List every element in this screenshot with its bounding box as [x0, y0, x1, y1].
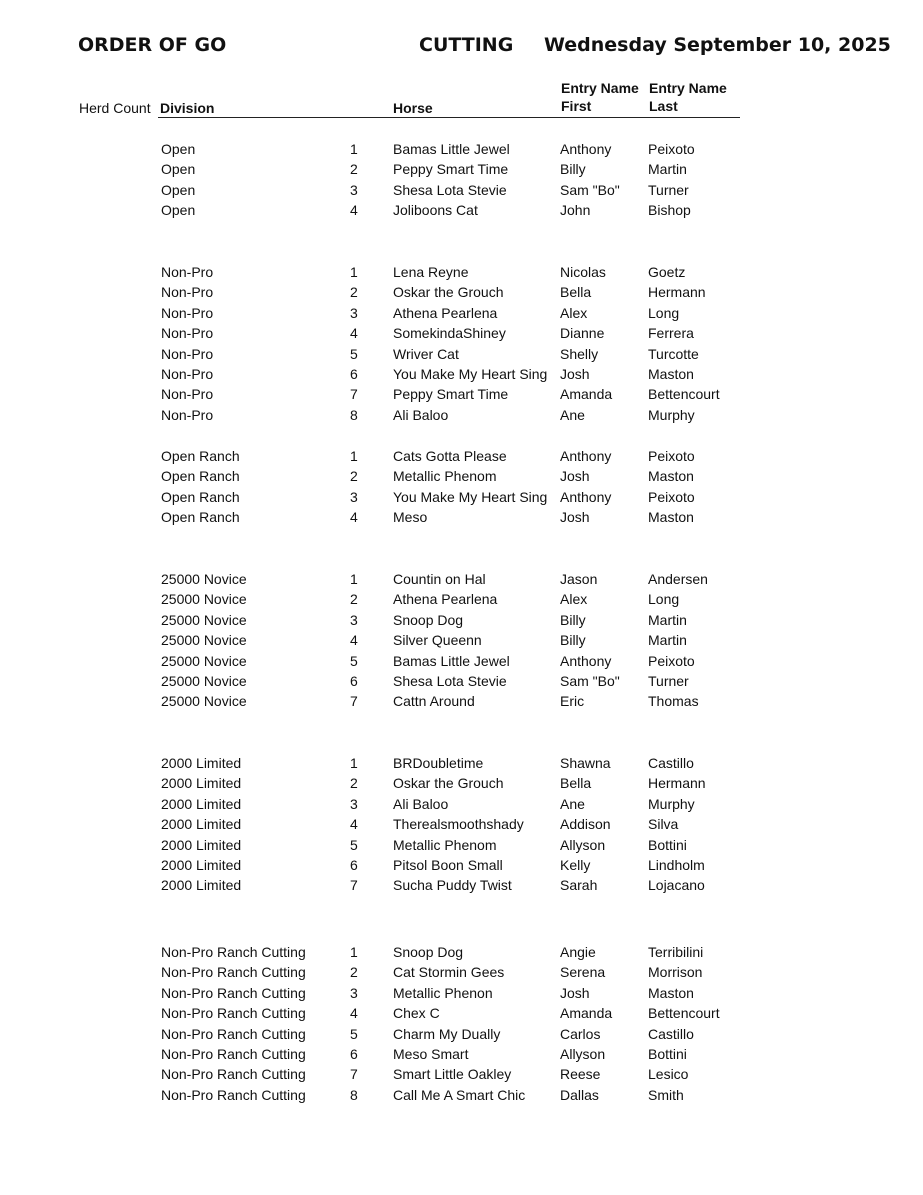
division-cell: Open [161, 181, 196, 198]
horse-name-cell: Countin on Hal [393, 571, 486, 587]
entry-last-name-cell: Hermann [648, 284, 706, 301]
entry-last-name-cell: Turner [648, 673, 689, 689]
division-cell: Open Ranch [161, 448, 240, 464]
entry-first-name-cell: Bella [560, 775, 592, 792]
horse-name-cell: Oskar the Grouch [393, 284, 504, 301]
header-horse: Horse [393, 100, 433, 116]
entry-first-name-cell: Alex [560, 304, 588, 321]
header-herd-count: Herd Count [79, 100, 151, 116]
horse-name-cell: Ali Baloo [393, 795, 449, 812]
horse-name-cell: Meso Smart [393, 1046, 469, 1062]
entry-last-name-cell: Peixoto [648, 652, 695, 669]
draw-number-cell: 3 [350, 181, 358, 198]
entry-last-name-cell: Martin [648, 632, 687, 649]
division-cell: 2000 Limited [161, 857, 242, 873]
draw-number-cell: 3 [350, 795, 358, 812]
table-row [0, 386, 923, 404]
table-row [0, 305, 923, 323]
entry-last-name-cell: Silva [648, 816, 679, 833]
division-cell: Open [161, 161, 196, 178]
draw-number-cell: 1 [350, 944, 358, 960]
entry-first-name-cell: Sarah [560, 877, 598, 894]
entry-last-name-cell: Lindholm [648, 857, 705, 873]
division-cell: Non-Pro Ranch Cutting [161, 1066, 306, 1083]
division-cell: 25000 Novice [161, 571, 247, 587]
table-row [0, 1066, 923, 1084]
table-row [0, 653, 923, 671]
entry-first-name-cell: Shelly [560, 345, 599, 362]
draw-number-cell: 2 [350, 161, 358, 178]
draw-number-cell: 5 [350, 1025, 358, 1042]
table-row [0, 1026, 923, 1044]
entry-first-name-cell: Billy [560, 611, 586, 628]
entry-last-name-cell: Morrison [648, 964, 703, 981]
entry-last-name-cell: Castillo [648, 1025, 694, 1042]
draw-number-cell: 5 [350, 836, 358, 853]
division-cell: Non-Pro Ranch Cutting [161, 984, 306, 1001]
table-row [0, 857, 923, 875]
draw-number-cell: 4 [350, 325, 358, 342]
draw-number-cell: 2 [350, 468, 358, 485]
draw-number-cell: 7 [350, 386, 358, 403]
entry-first-name-cell: Allyson [560, 836, 606, 853]
horse-name-cell: Peppy Smart Time [393, 386, 509, 403]
division-cell: 2000 Limited [161, 795, 242, 812]
document-title-event: CUTTING [419, 34, 514, 56]
entry-last-name-cell: Peixoto [648, 141, 695, 157]
entry-last-name-cell: Martin [648, 611, 687, 628]
horse-name-cell: Chex C [393, 1005, 440, 1022]
horse-name-cell: Oskar the Grouch [393, 775, 504, 792]
draw-number-cell: 3 [350, 488, 358, 505]
horse-name-cell: Joliboons Cat [393, 202, 478, 219]
entry-last-name-cell: Turcotte [648, 345, 699, 362]
table-row [0, 366, 923, 384]
table-row [0, 964, 923, 982]
entry-first-name-cell: Kelly [560, 857, 591, 873]
horse-name-cell: Silver Queenn [393, 632, 482, 649]
entry-first-name-cell: Nicolas [560, 264, 606, 280]
division-cell: Non-Pro Ranch Cutting [161, 1005, 306, 1022]
entry-first-name-cell: Ane [560, 406, 585, 423]
entry-last-name-cell: Smith [648, 1086, 684, 1103]
division-cell: Open Ranch [161, 509, 240, 526]
division-cell: Non-Pro Ranch Cutting [161, 944, 306, 960]
draw-number-cell: 5 [350, 345, 358, 362]
entry-first-name-cell: Serena [560, 964, 606, 981]
entry-first-name-cell: Josh [560, 468, 590, 485]
draw-number-cell: 4 [350, 816, 358, 833]
table-row [0, 325, 923, 343]
horse-name-cell: BRDoubletime [393, 755, 484, 771]
table-row [0, 693, 923, 711]
header-division: Division [160, 100, 215, 116]
entry-first-name-cell: Addison [560, 816, 611, 833]
draw-number-cell: 2 [350, 591, 358, 608]
draw-number-cell: 4 [350, 1005, 358, 1022]
draw-number-cell: 4 [350, 509, 358, 526]
document-title-date: Wednesday September 10, 2025 [544, 34, 891, 56]
entry-first-name-cell: Josh [560, 509, 590, 526]
horse-name-cell: Lena Reyne [393, 264, 469, 280]
entry-last-name-cell: Bottini [648, 1046, 687, 1062]
table-row [0, 407, 923, 425]
entry-last-name-cell: Lojacano [648, 877, 705, 894]
entry-first-name-cell: Anthony [560, 652, 612, 669]
table-row [0, 775, 923, 793]
entry-last-name-cell: Bettencourt [648, 1005, 720, 1022]
division-cell: 25000 Novice [161, 673, 247, 689]
division-cell: 25000 Novice [161, 652, 247, 669]
entry-first-name-cell: Eric [560, 693, 585, 710]
entry-first-name-cell: Anthony [560, 488, 612, 505]
entry-last-name-cell: Maston [648, 366, 694, 382]
horse-name-cell: Athena Pearlena [393, 304, 498, 321]
division-cell: Non-Pro [161, 386, 214, 403]
division-cell: Non-Pro [161, 325, 214, 342]
table-row [0, 985, 923, 1003]
entry-last-name-cell: Ferrera [648, 325, 694, 342]
division-cell: 25000 Novice [161, 693, 247, 710]
division-cell: 25000 Novice [161, 611, 247, 628]
draw-number-cell: 1 [350, 448, 358, 464]
draw-number-cell: 7 [350, 1066, 358, 1083]
division-cell: 2000 Limited [161, 877, 242, 894]
table-row [0, 161, 923, 179]
entry-last-name-cell: Maston [648, 509, 694, 526]
entry-first-name-cell: Billy [560, 632, 586, 649]
table-row [0, 264, 923, 282]
entry-first-name-cell: Jason [560, 571, 598, 587]
table-row [0, 796, 923, 814]
horse-name-cell: SomekindaShiney [393, 325, 506, 342]
division-cell: Non-Pro Ranch Cutting [161, 1046, 306, 1062]
table-row [0, 837, 923, 855]
horse-name-cell: Peppy Smart Time [393, 161, 509, 178]
entry-first-name-cell: Josh [560, 366, 590, 382]
division-cell: Non-Pro [161, 304, 214, 321]
horse-name-cell: You Make My Heart Sing [393, 366, 548, 382]
draw-number-cell: 1 [350, 264, 358, 280]
draw-number-cell: 2 [350, 964, 358, 981]
entry-first-name-cell: Shawna [560, 755, 611, 771]
entry-first-name-cell: Amanda [560, 1005, 613, 1022]
horse-name-cell: Metallic Phenom [393, 468, 497, 485]
entry-last-name-cell: Long [648, 591, 680, 608]
division-cell: Non-Pro [161, 264, 214, 280]
table-row [0, 468, 923, 486]
entry-first-name-cell: Josh [560, 984, 590, 1001]
draw-number-cell: 5 [350, 652, 358, 669]
entry-first-name-cell: Billy [560, 161, 586, 178]
division-cell: 2000 Limited [161, 775, 242, 792]
horse-name-cell: Charm My Dually [393, 1025, 501, 1042]
table-row [0, 489, 923, 507]
division-cell: Open [161, 141, 196, 157]
horse-name-cell: Wriver Cat [393, 345, 459, 362]
entry-last-name-cell: Bottini [648, 836, 687, 853]
horse-name-cell: Shesa Lota Stevie [393, 181, 507, 198]
entry-first-name-cell: Anthony [560, 448, 612, 464]
entry-last-name-cell: Castillo [648, 755, 694, 771]
horse-name-cell: Meso [393, 509, 428, 526]
table-row [0, 673, 923, 691]
entry-last-name-cell: Murphy [648, 406, 695, 423]
draw-number-cell: 6 [350, 857, 358, 873]
division-cell: Open Ranch [161, 468, 240, 485]
entry-first-name-cell: Allyson [560, 1046, 606, 1062]
horse-name-cell: Snoop Dog [393, 611, 464, 628]
table-row [0, 571, 923, 589]
entry-first-name-cell: Ane [560, 795, 585, 812]
header-entry-last-line2: Last [649, 98, 678, 114]
draw-number-cell: 3 [350, 304, 358, 321]
horse-name-cell: Bamas Little Jewel [393, 652, 510, 669]
table-row [0, 816, 923, 834]
draw-number-cell: 2 [350, 284, 358, 301]
horse-name-cell: Smart Little Oakley [393, 1066, 512, 1083]
entry-first-name-cell: Angie [560, 944, 596, 960]
division-cell: 2000 Limited [161, 836, 242, 853]
horse-name-cell: Cat Stormin Gees [393, 964, 505, 981]
horse-name-cell: Therealsmoothshady [393, 816, 524, 833]
table-row [0, 141, 923, 159]
horse-name-cell: Pitsol Boon Small [393, 857, 503, 873]
header-entry-last-line1: Entry Name [649, 80, 727, 96]
division-cell: Open Ranch [161, 488, 240, 505]
entry-last-name-cell: Thomas [648, 693, 699, 710]
table-row [0, 612, 923, 630]
draw-number-cell: 1 [350, 571, 358, 587]
entry-first-name-cell: Carlos [560, 1025, 601, 1042]
entry-last-name-cell: Goetz [648, 264, 686, 280]
horse-name-cell: Sucha Puddy Twist [393, 877, 512, 894]
division-cell: 2000 Limited [161, 755, 242, 771]
entry-first-name-cell: Anthony [560, 141, 612, 157]
table-row [0, 346, 923, 364]
entry-first-name-cell: Dallas [560, 1086, 599, 1103]
table-row [0, 591, 923, 609]
entry-last-name-cell: Peixoto [648, 448, 695, 464]
division-cell: Non-Pro Ranch Cutting [161, 1025, 306, 1042]
draw-number-cell: 8 [350, 406, 358, 423]
entry-last-name-cell: Murphy [648, 795, 695, 812]
draw-number-cell: 6 [350, 366, 358, 382]
division-cell: 25000 Novice [161, 632, 247, 649]
entry-last-name-cell: Martin [648, 161, 687, 178]
draw-number-cell: 4 [350, 632, 358, 649]
division-cell: Non-Pro [161, 366, 214, 382]
entry-first-name-cell: Dianne [560, 325, 605, 342]
entry-first-name-cell: Amanda [560, 386, 613, 403]
draw-number-cell: 8 [350, 1086, 358, 1103]
entry-first-name-cell: Sam "Bo" [560, 673, 620, 689]
horse-name-cell: Athena Pearlena [393, 591, 498, 608]
draw-number-cell: 7 [350, 877, 358, 894]
division-cell: Non-Pro Ranch Cutting [161, 1086, 306, 1103]
entry-last-name-cell: Bishop [648, 202, 691, 219]
division-cell: Non-Pro Ranch Cutting [161, 964, 306, 981]
table-row [0, 284, 923, 302]
entry-first-name-cell: John [560, 202, 591, 219]
draw-number-cell: 1 [350, 755, 358, 771]
horse-name-cell: Cats Gotta Please [393, 448, 507, 464]
table-row [0, 944, 923, 962]
table-row [0, 509, 923, 527]
horse-name-cell: Metallic Phenom [393, 836, 497, 853]
horse-name-cell: Shesa Lota Stevie [393, 673, 507, 689]
draw-number-cell: 3 [350, 984, 358, 1001]
table-row [0, 448, 923, 466]
draw-number-cell: 2 [350, 775, 358, 792]
entry-last-name-cell: Peixoto [648, 488, 695, 505]
horse-name-cell: Ali Baloo [393, 406, 449, 423]
entry-last-name-cell: Bettencourt [648, 386, 720, 403]
division-cell: 2000 Limited [161, 816, 242, 833]
division-cell: Non-Pro [161, 406, 214, 423]
table-row [0, 877, 923, 895]
entry-last-name-cell: Lesico [648, 1066, 689, 1083]
entry-first-name-cell: Alex [560, 591, 588, 608]
entry-last-name-cell: Hermann [648, 775, 706, 792]
entry-last-name-cell: Andersen [648, 571, 708, 587]
division-cell: Non-Pro [161, 345, 214, 362]
horse-name-cell: Metallic Phenon [393, 984, 493, 1001]
entry-last-name-cell: Terribilini [648, 944, 704, 960]
horse-name-cell: Call Me A Smart Chic [393, 1086, 526, 1103]
entry-last-name-cell: Turner [648, 181, 689, 198]
table-row [0, 1046, 923, 1064]
table-row [0, 632, 923, 650]
entry-last-name-cell: Maston [648, 468, 694, 485]
entry-first-name-cell: Bella [560, 284, 592, 301]
division-cell: 25000 Novice [161, 591, 247, 608]
entry-last-name-cell: Long [648, 304, 680, 321]
horse-name-cell: Snoop Dog [393, 944, 464, 960]
table-row [0, 1087, 923, 1105]
entry-first-name-cell: Sam "Bo" [560, 181, 620, 198]
draw-number-cell: 1 [350, 141, 358, 157]
draw-number-cell: 6 [350, 673, 358, 689]
document-title-left: ORDER OF GO [78, 34, 227, 56]
horse-name-cell: Bamas Little Jewel [393, 141, 510, 157]
entry-last-name-cell: Maston [648, 984, 694, 1001]
draw-number-cell: 3 [350, 611, 358, 628]
draw-number-cell: 7 [350, 693, 358, 710]
draw-number-cell: 4 [350, 202, 358, 219]
table-row [0, 1005, 923, 1023]
draw-number-cell: 6 [350, 1046, 358, 1062]
horse-name-cell: Cattn Around [393, 693, 475, 710]
table-row [0, 755, 923, 773]
table-row [0, 182, 923, 200]
table-row [0, 202, 923, 220]
horse-name-cell: You Make My Heart Sing [393, 488, 548, 505]
header-entry-first-line2: First [561, 98, 592, 114]
division-cell: Non-Pro [161, 284, 214, 301]
entry-first-name-cell: Reese [560, 1066, 601, 1083]
header-entry-first-line1: Entry Name [561, 80, 639, 96]
division-cell: Open [161, 202, 196, 219]
